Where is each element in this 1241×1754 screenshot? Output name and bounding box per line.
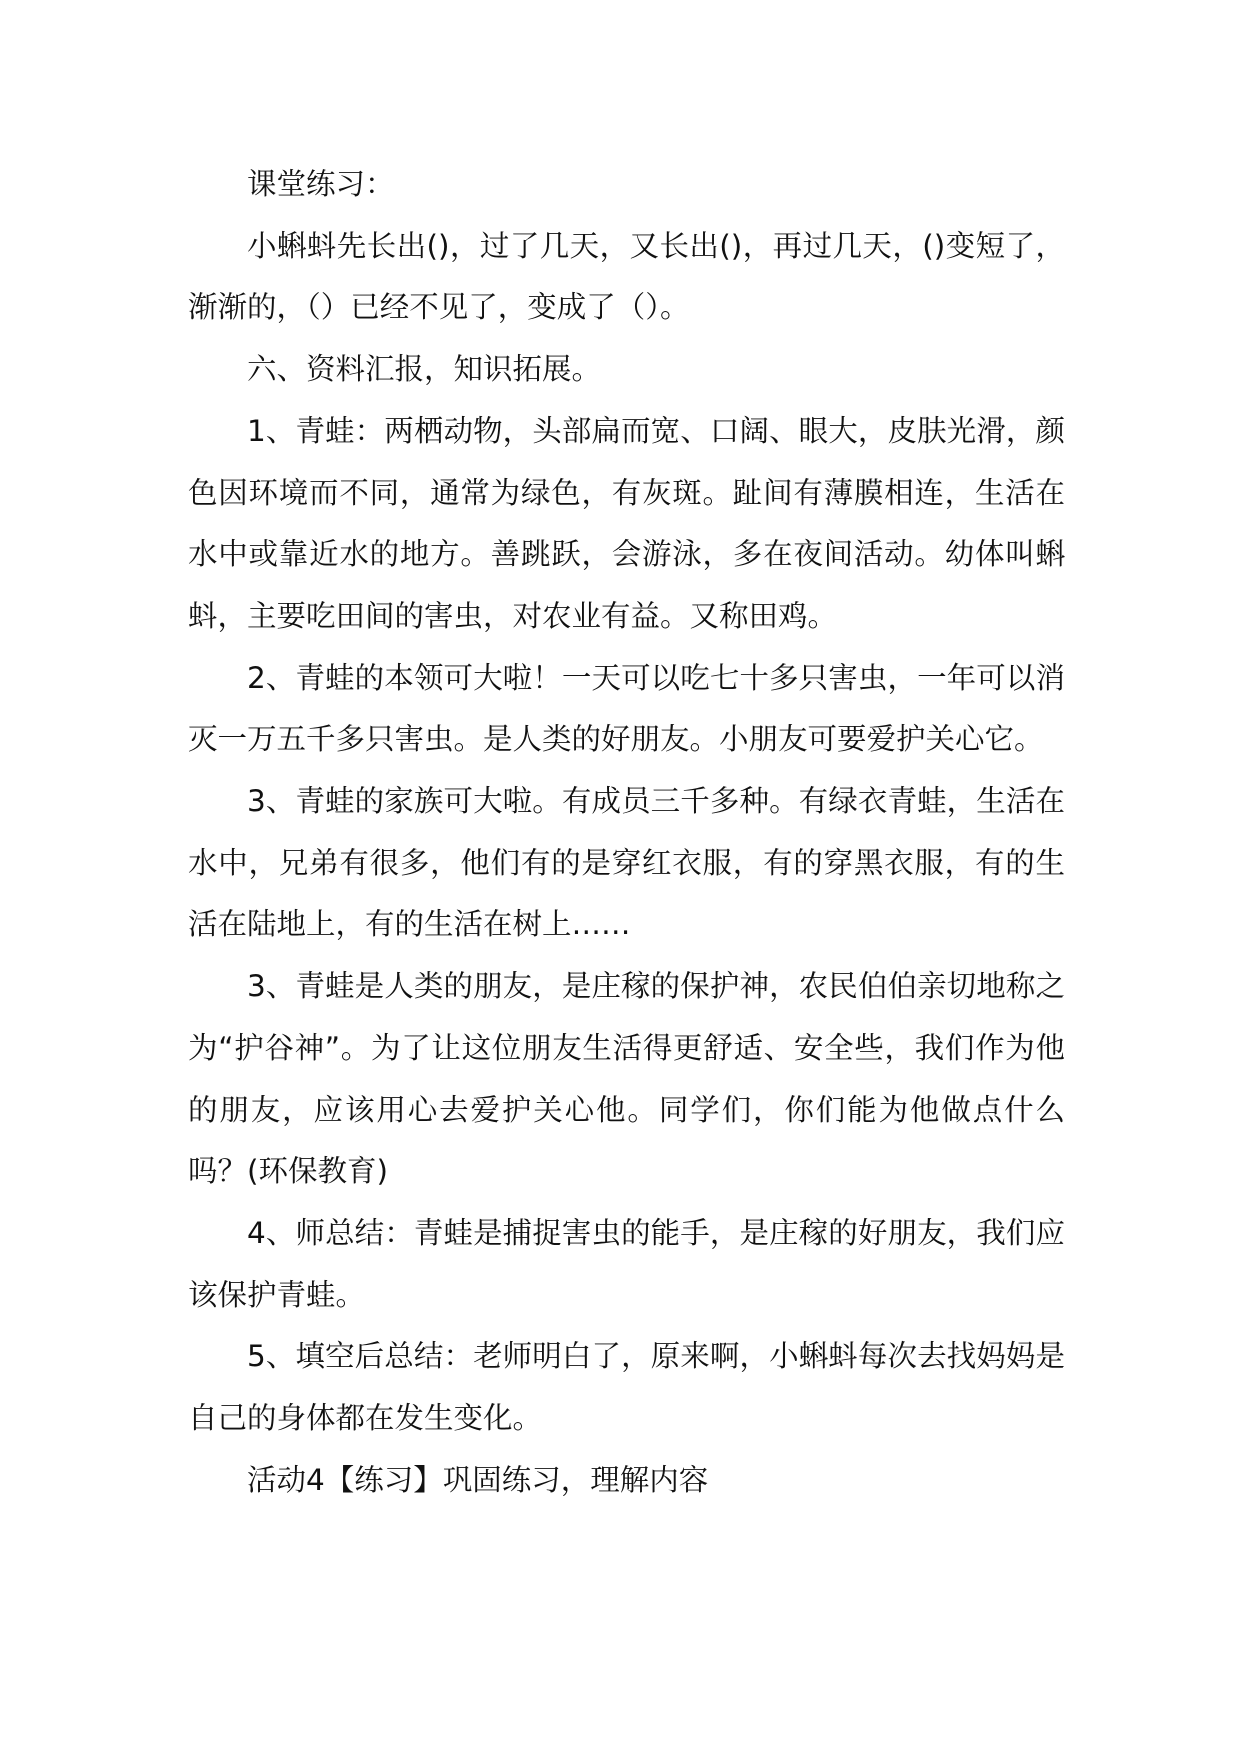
activity-4-heading: 活动4【练习】巩固练习，理解内容 [247,1462,709,1497]
paragraph-fill-summary: 5、填空后总结：老师明白了，原来啊，小蝌蚪每次去找妈妈是自己的身体都在发生变化。 [188,1339,1065,1436]
paragraph-frog-description: 1、青蛙：两栖动物，头部扁而宽、口阔、眼大，皮肤光滑，颜色因环境而不同，通常为绿色，有灰斑。趾间有薄膜相连，生活在水中或靠近水的地方。善跳跃，会游泳，多在夜间活动。幼体叫蝌蚪，主要吃田间的害虫，对农业有益。又称田鸡。 [188,413,1065,633]
exercise-heading: 课堂练习： [247,167,395,201]
paragraph-frog-friend: 3、青蛙是人类的朋友，是庄稼的保护神，农民伯伯亲切地称之为“护谷神”。为了让这位朋友生活得更舒适、安全些，我们作为他的朋友，应该用心去爱护关心他。同学们，你们能为他做点什么吗？(环保教育) [188,969,1065,1189]
paragraph-frog-family: 3、青蛙的家族可大啦。有成员三千多种。有绿衣青蛙，生活在水中，兄弟有很多，他们有的是穿红衣服，有的穿黑衣服，有的生活在陆地上，有的生活在树上…… [188,784,1065,942]
paragraph-frog-ability: 2、青蛙的本领可大啦！一天可以吃七十多只害虫，一年可以消灭一万五千多只害虫。是人类的好朋友。小朋友可要爱护关心它。 [188,660,1065,757]
paragraph-teacher-summary: 4、师总结：青蛙是捕捉害虫的能手，是庄稼的好朋友，我们应该保护青蛙。 [188,1215,1065,1312]
document-body [188,154,1065,1511]
fill-in-blank-exercise: 小蝌蚪先长出()，过了几天，又长出()，再过几天，()变短了，渐渐的，（）已经不见了，变成了（）。 [188,228,1065,325]
section-heading-six: 六、资料汇报，知识拓展。 [247,352,602,387]
